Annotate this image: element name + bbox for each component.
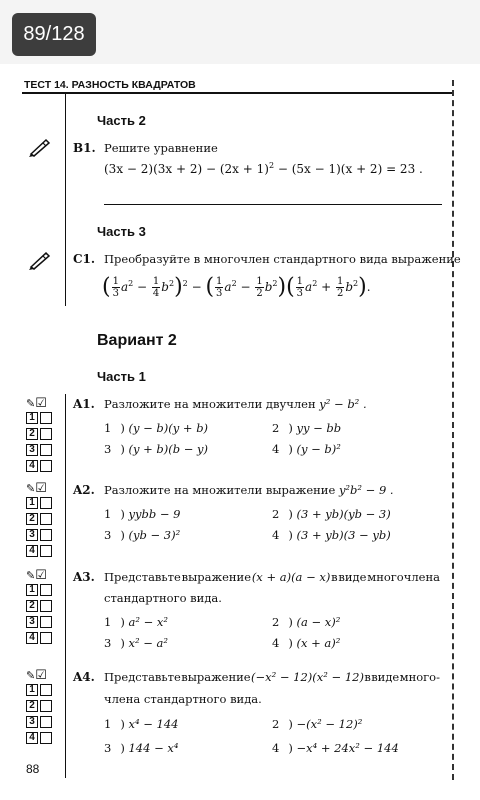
option-number: 2 bbox=[272, 507, 280, 521]
option-expression: (a − x)² bbox=[296, 615, 341, 629]
header-rule bbox=[22, 92, 454, 94]
page-counter-badge: 89/128 bbox=[12, 13, 96, 56]
box-head bbox=[26, 568, 58, 582]
option-3: 3 ) (y + b)(b − y) bbox=[104, 442, 209, 456]
answer-boxes bbox=[26, 568, 58, 646]
checkbox-icon: ☑ bbox=[35, 667, 47, 683]
answer-cell[interactable] bbox=[40, 513, 52, 525]
option-number: 3 bbox=[104, 528, 112, 542]
checkbox-icon: ☑ bbox=[35, 480, 47, 496]
option-expression: yybb − 9 bbox=[128, 507, 181, 521]
pencil-icon: ✎ bbox=[26, 396, 36, 410]
option-number: 4 bbox=[272, 442, 280, 456]
question-word: виде bbox=[371, 670, 400, 684]
box-head bbox=[26, 668, 58, 682]
question-expression: y² − b² . bbox=[319, 397, 367, 411]
pencil-icon: ✎ bbox=[26, 568, 36, 582]
test-header: ТЕСТ 14. РАЗНОСТЬ КВАДРАТОВ bbox=[24, 79, 196, 91]
option-number: 2 bbox=[272, 421, 280, 435]
box-row bbox=[26, 730, 58, 746]
question-text: Преобразуйте в многочлен стандартного вида выражение bbox=[104, 252, 461, 266]
box-number: 2 bbox=[26, 700, 38, 712]
option-number: 1 bbox=[104, 717, 112, 731]
option-2: 2 ) yy − bb bbox=[272, 421, 342, 435]
question-word: многочлена bbox=[367, 570, 440, 584]
box-row bbox=[26, 511, 58, 527]
question-expression: (−x² − 12)(x² − 12) bbox=[251, 670, 364, 684]
option-expression: −x⁴ + 24x² − 144 bbox=[296, 741, 399, 755]
question-text bbox=[104, 397, 367, 411]
top-bar bbox=[0, 0, 480, 64]
answer-cell[interactable] bbox=[40, 444, 52, 456]
option-1: 1 ) (y − b)(y + b) bbox=[104, 421, 209, 435]
box-number: 4 bbox=[26, 632, 38, 644]
option-number: 1 bbox=[104, 507, 112, 521]
option-number: 2 bbox=[272, 615, 280, 629]
answer-cell[interactable] bbox=[40, 497, 52, 509]
equation-part: (3x − 2)(3x + 2) − (2x + 1) bbox=[104, 162, 269, 176]
option-expression: a² − x² bbox=[128, 615, 168, 629]
option-number: 4 bbox=[272, 636, 280, 650]
box-number: 1 bbox=[26, 497, 38, 509]
option-number: 1 bbox=[104, 615, 112, 629]
box-row bbox=[26, 458, 58, 474]
question-number: C1. bbox=[73, 252, 96, 266]
box-row bbox=[26, 543, 58, 559]
equation-part: − (5x − 1)(x + 2) = 23 . bbox=[274, 162, 423, 176]
box-row bbox=[26, 582, 58, 598]
question-number: A2. bbox=[73, 483, 95, 497]
option-number: 2 bbox=[272, 717, 280, 731]
question-number: A1. bbox=[73, 397, 95, 411]
part-1-heading: Часть 1 bbox=[97, 369, 146, 384]
answer-cell[interactable] bbox=[40, 600, 52, 612]
question-text bbox=[104, 670, 440, 684]
part-2-heading: Часть 2 bbox=[97, 113, 146, 128]
option-4: 4 ) (3 + yb)(3 − yb) bbox=[272, 528, 391, 542]
question-number: A3. bbox=[73, 570, 95, 584]
question-text-line-2: стандартного вида. bbox=[104, 591, 222, 605]
answer-cell[interactable] bbox=[40, 545, 52, 557]
box-number: 2 bbox=[26, 428, 38, 440]
checkbox-icon: ☑ bbox=[35, 567, 47, 583]
answer-cell[interactable] bbox=[40, 428, 52, 440]
option-number: 3 bbox=[104, 442, 112, 456]
answer-cell[interactable] bbox=[40, 716, 52, 728]
option-3: 3 ) 144 − x⁴ bbox=[104, 741, 179, 755]
question-text bbox=[104, 483, 394, 497]
box-number: 4 bbox=[26, 732, 38, 744]
question-text bbox=[104, 570, 440, 584]
question-word: Представьте bbox=[104, 570, 181, 584]
box-row bbox=[26, 598, 58, 614]
question-word: виде bbox=[338, 570, 367, 584]
box-number: 2 bbox=[26, 600, 38, 612]
box-row bbox=[26, 410, 58, 426]
answer-line bbox=[104, 204, 442, 205]
box-number: 1 bbox=[26, 412, 38, 424]
answer-cell[interactable] bbox=[40, 584, 52, 596]
question-text: Разложите на множители двучлен bbox=[104, 397, 320, 411]
option-expression: −(x² − 12)² bbox=[296, 717, 363, 731]
option-expression: (x + a)² bbox=[296, 636, 341, 650]
option-3: 3 ) x² − a² bbox=[104, 636, 168, 650]
box-head bbox=[26, 396, 58, 410]
question-expression: (x + a)(a − x) bbox=[251, 570, 331, 584]
question-word: много- bbox=[399, 670, 440, 684]
box-number: 3 bbox=[26, 444, 38, 456]
margin-rule bbox=[65, 394, 66, 778]
margin-rule bbox=[65, 92, 66, 306]
box-number: 4 bbox=[26, 460, 38, 472]
option-expression: x⁴ − 144 bbox=[128, 717, 179, 731]
box-number: 4 bbox=[26, 545, 38, 557]
option-number: 4 bbox=[272, 528, 280, 542]
box-row bbox=[26, 614, 58, 630]
option-expression: (3 + yb)(3 − yb) bbox=[296, 528, 391, 542]
question-word: выражение bbox=[181, 570, 252, 584]
equation bbox=[104, 161, 423, 176]
answer-cell[interactable] bbox=[40, 460, 52, 472]
answer-boxes bbox=[26, 481, 58, 559]
pencil-icon bbox=[28, 137, 52, 157]
option-expression: (y − b)² bbox=[296, 442, 341, 456]
box-row bbox=[26, 495, 58, 511]
answer-cell[interactable] bbox=[40, 732, 52, 744]
variant-heading: Вариант 2 bbox=[97, 332, 177, 349]
answer-cell[interactable] bbox=[40, 700, 52, 712]
box-row bbox=[26, 426, 58, 442]
option-number: 4 bbox=[272, 741, 280, 755]
option-2: 2 ) (a − x)² bbox=[272, 615, 341, 629]
option-2: 2 ) −(x² − 12)² bbox=[272, 717, 363, 731]
pencil-icon bbox=[28, 250, 52, 270]
box-row bbox=[26, 714, 58, 730]
option-expression: 144 − x⁴ bbox=[128, 741, 179, 755]
question-word: в bbox=[331, 570, 338, 584]
answer-cell[interactable] bbox=[40, 684, 52, 696]
box-row bbox=[26, 630, 58, 646]
option-1: 1 ) a² − x² bbox=[104, 615, 168, 629]
answer-cell[interactable] bbox=[40, 632, 52, 644]
option-2: 2 ) (3 + yb)(yb − 3) bbox=[272, 507, 391, 521]
question-text-line-2: члена стандартного вида. bbox=[104, 692, 262, 706]
checkbox-icon: ☑ bbox=[35, 395, 47, 411]
box-row bbox=[26, 698, 58, 714]
box-number: 1 bbox=[26, 684, 38, 696]
option-1: 1 ) x⁴ − 144 bbox=[104, 717, 179, 731]
question-word: Представьте bbox=[104, 670, 181, 684]
answer-boxes bbox=[26, 396, 58, 474]
cut-line bbox=[452, 80, 454, 780]
option-3: 3 ) (yb − 3)² bbox=[104, 528, 181, 542]
part-3-heading: Часть 3 bbox=[97, 224, 146, 239]
option-expression: (y + b)(b − y) bbox=[128, 442, 209, 456]
exponent: 2 bbox=[268, 161, 275, 170]
option-4: 4 ) (x + a)² bbox=[272, 636, 341, 650]
question-number: B1. bbox=[73, 141, 96, 155]
box-row bbox=[26, 682, 58, 698]
box-number: 1 bbox=[26, 584, 38, 596]
option-number: 1 bbox=[104, 421, 112, 435]
box-row bbox=[26, 527, 58, 543]
box-number: 3 bbox=[26, 616, 38, 628]
answer-cell[interactable] bbox=[40, 529, 52, 541]
box-head bbox=[26, 481, 58, 495]
option-expression: (y − b)(y + b) bbox=[128, 421, 209, 435]
page-number: 88 bbox=[26, 762, 40, 776]
question-text: Решите уравнение bbox=[104, 141, 218, 155]
answer-cell[interactable] bbox=[40, 616, 52, 628]
option-expression: (yb − 3)² bbox=[128, 528, 181, 542]
box-number: 3 bbox=[26, 529, 38, 541]
box-number: 2 bbox=[26, 513, 38, 525]
question-word: выражение bbox=[181, 670, 251, 684]
expression-fractions: ( $\frac{1}{3}$ $a^2$ − $\frac{1}{4}$ $b^2)^2$ − ( $\frac{1}{3}$ $a^2$ − $\frac{1}{2}$ $b^2$)( $\frac{1}{3}$ $a^2$ + $\frac{1}{2}$ $b^2$). bbox=[102, 274, 371, 300]
pencil-icon: ✎ bbox=[26, 481, 36, 495]
question-text: Разложите на множители выражение bbox=[104, 483, 339, 497]
question-word: в bbox=[364, 670, 371, 684]
option-expression: x² − a² bbox=[128, 636, 168, 650]
question-expression: y²b² − 9 . bbox=[338, 483, 394, 497]
option-1: 1 ) yybb − 9 bbox=[104, 507, 181, 521]
box-number: 3 bbox=[26, 716, 38, 728]
answer-boxes bbox=[26, 668, 58, 746]
answer-cell[interactable] bbox=[40, 412, 52, 424]
question-number: A4. bbox=[73, 670, 95, 684]
option-number: 3 bbox=[104, 636, 112, 650]
option-expression: yy − bb bbox=[296, 421, 342, 435]
option-4: 4 ) (y − b)² bbox=[272, 442, 341, 456]
option-4: 4 ) −x⁴ + 24x² − 144 bbox=[272, 741, 399, 755]
box-row bbox=[26, 442, 58, 458]
option-expression: (3 + yb)(yb − 3) bbox=[296, 507, 391, 521]
pencil-icon: ✎ bbox=[26, 668, 36, 682]
option-number: 3 bbox=[104, 741, 112, 755]
